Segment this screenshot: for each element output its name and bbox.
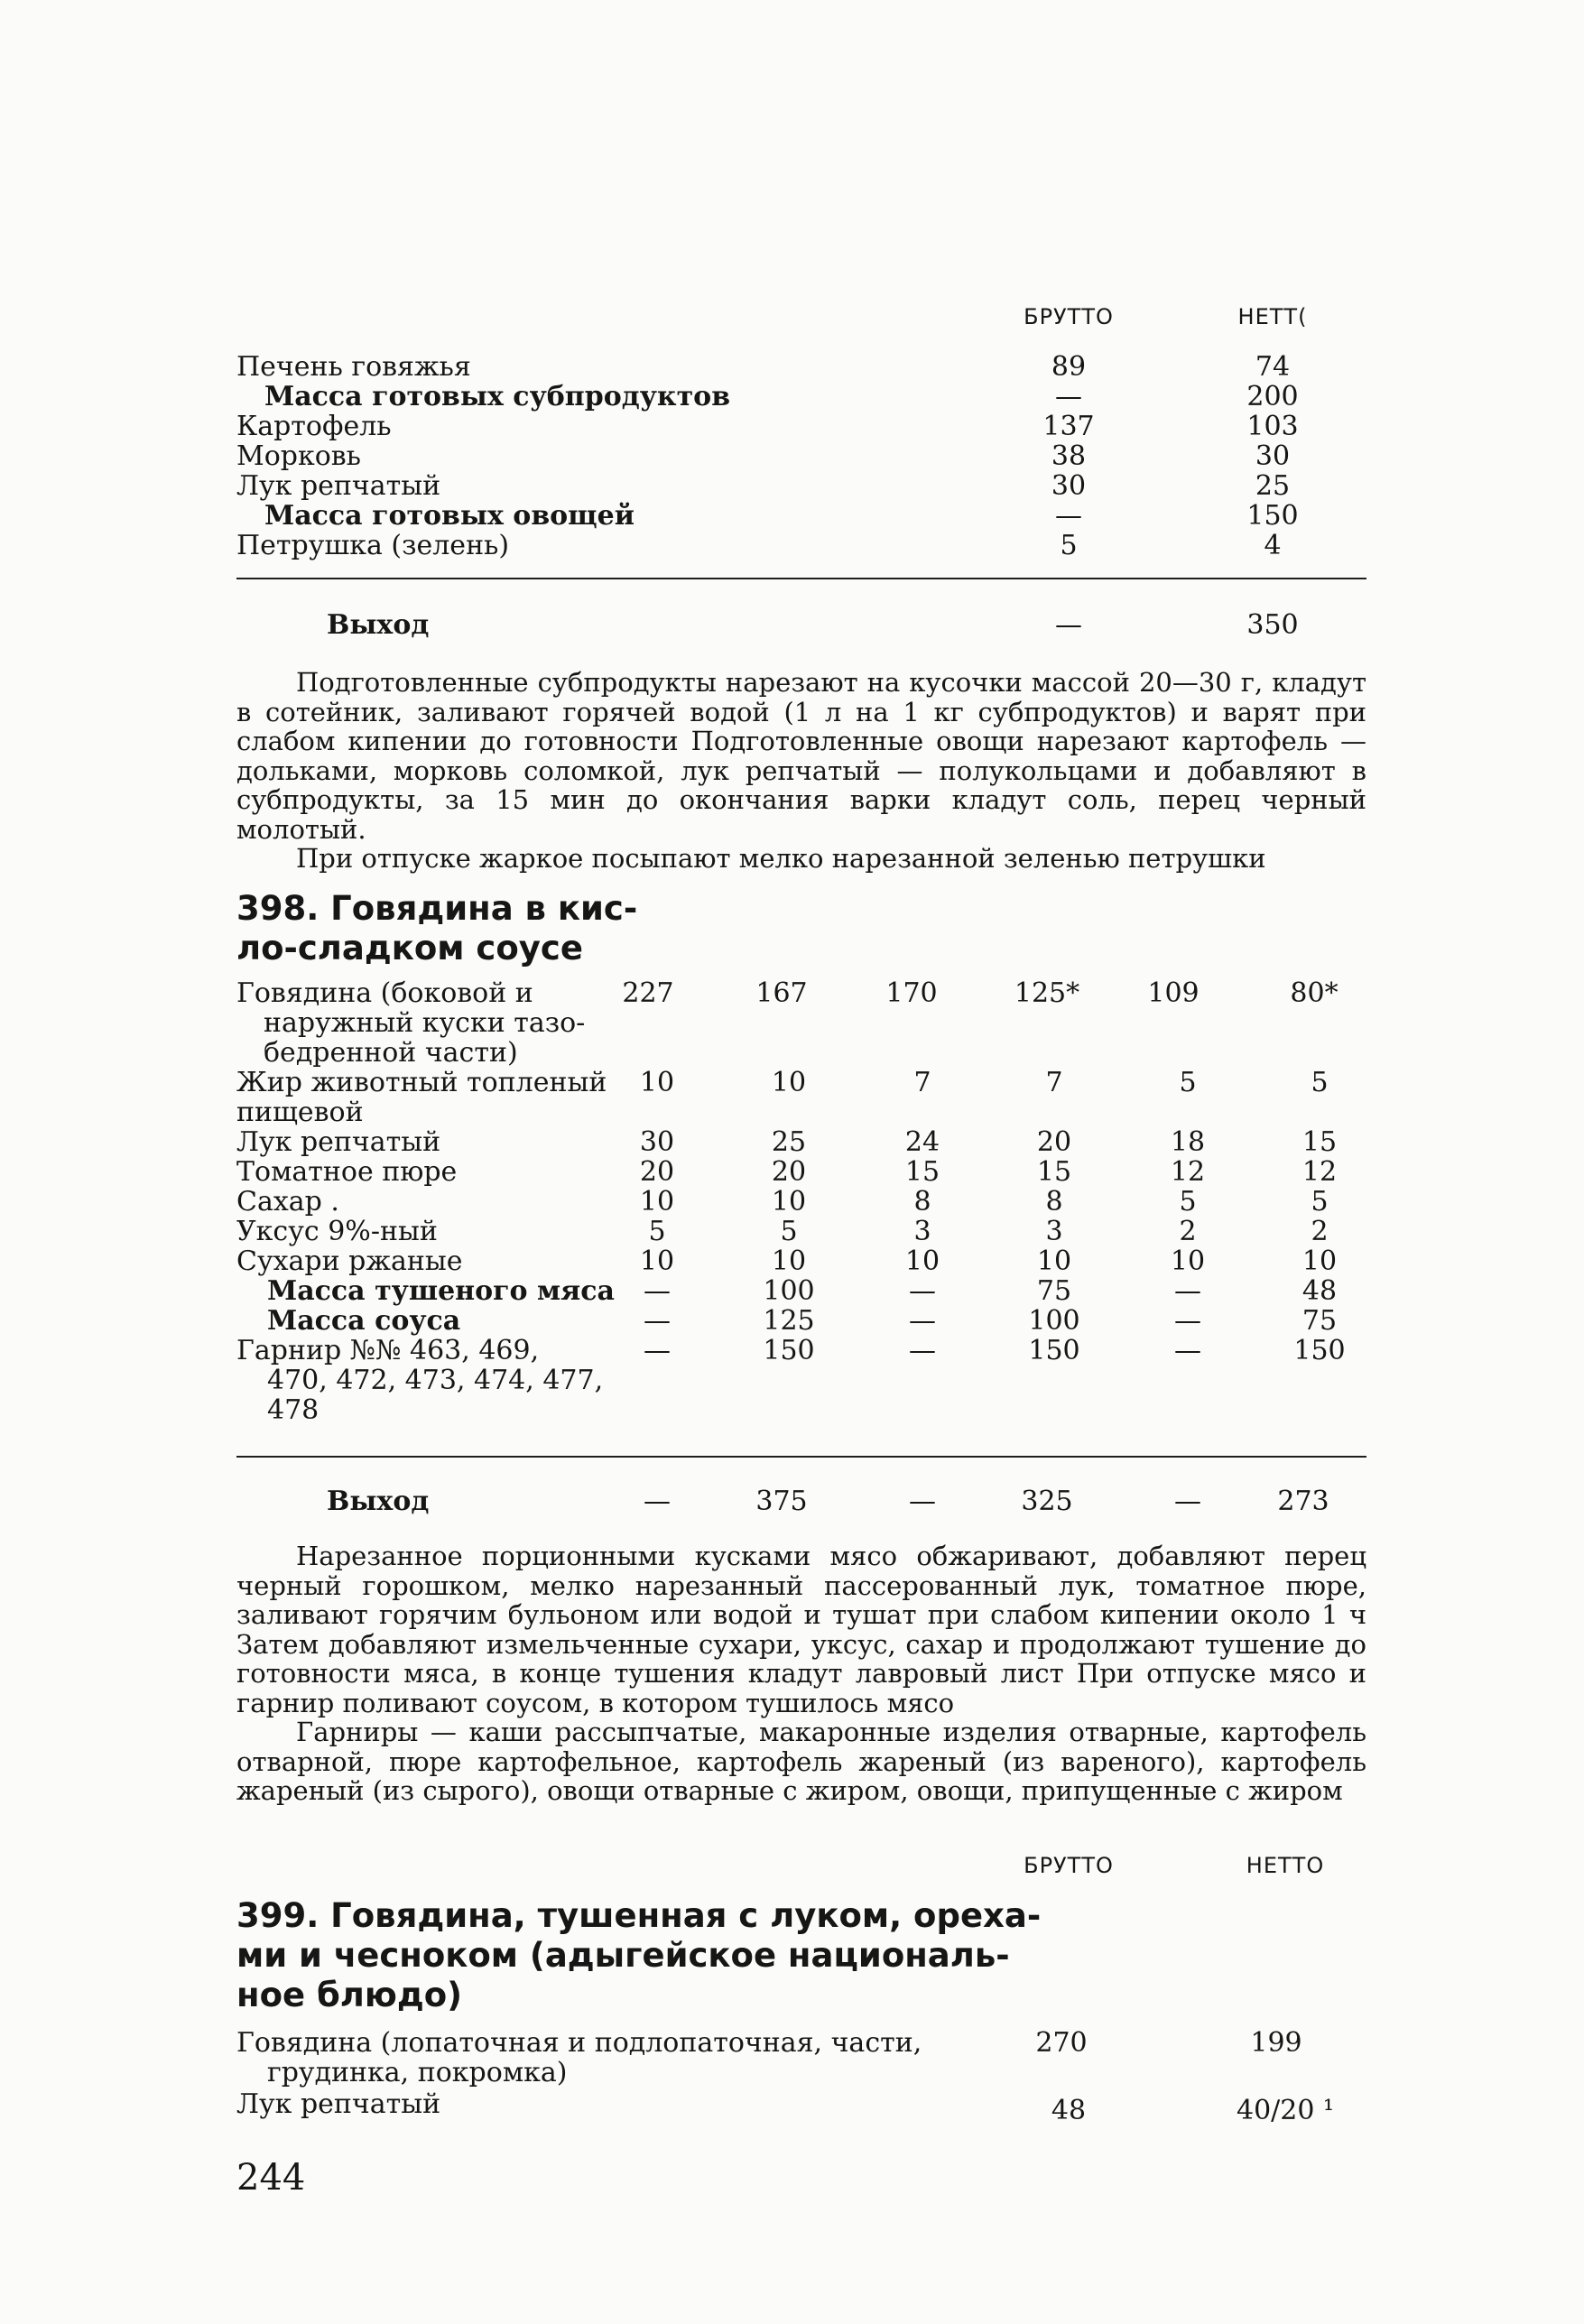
title-line: ное блюдо) xyxy=(236,1976,463,2014)
recipe-399-title xyxy=(236,1896,1041,2015)
cell: 100 xyxy=(1028,1305,1080,1337)
cell: 5 xyxy=(780,1216,798,1247)
cell: 5 xyxy=(1179,1186,1197,1218)
cell-brutto: 48 xyxy=(1051,2095,1087,2126)
row-name: Гарнир №№ 463, 469, xyxy=(236,1335,540,1366)
column-header-netto: НЕТТО xyxy=(1246,1853,1325,1878)
row-name: Уксус 9%-ный xyxy=(236,1216,438,1247)
cell: 8 xyxy=(913,1186,931,1218)
row-name-continued: грудинка, покромка) xyxy=(267,2057,568,2088)
cell: 10 xyxy=(639,1067,675,1098)
yield-brutto: — xyxy=(1055,609,1082,641)
cell-brutto: 30 xyxy=(1051,470,1087,502)
cell: 75 xyxy=(1036,1275,1072,1307)
cell: 2 xyxy=(1311,1216,1329,1247)
cell-brutto: — xyxy=(1055,381,1082,412)
paragraph: Гарниры — каши рассыпчатые, макаронные изделия отварные, картофель отварной, пюре картофельное, картофель жареный (из вареного), картофель жареный (из сырого), овощи отварные с жиром, овощи, припущенные с жиром xyxy=(236,1717,1366,1806)
recipe-398-title xyxy=(236,889,637,968)
yield-cell: — xyxy=(644,1486,671,1517)
cell: 10 xyxy=(771,1067,807,1098)
row-name-continued: 478 xyxy=(267,1394,320,1426)
cell: 12 xyxy=(1170,1156,1206,1188)
cell-brutto: 137 xyxy=(1042,411,1095,442)
cell: — xyxy=(1174,1305,1201,1337)
row-name: Томатное пюре xyxy=(236,1156,458,1188)
cell-netto: 200 xyxy=(1246,381,1299,412)
row-name-continued: бедренной части) xyxy=(264,1037,518,1069)
row-name-continued: 470, 472, 473, 474, 477, xyxy=(267,1365,604,1396)
cell: 30 xyxy=(639,1126,675,1158)
paragraph: Подготовленные субпродукты нарезают на кусочки массой 20—30 г, кладут в сотейник, заливают горячей водой (1 л на 1 кг субпродуктов) и варят при слабом кипении до готовности Подготовленные овощи нарезают картофель — дольками, морковь соломкой, лук репчатый — полукольцами и добавляют в субпродукты, за 15 мин до окончания варки кладут соль, перец черный молотый. xyxy=(236,667,1366,845)
row-name-continued: пищевой xyxy=(236,1097,364,1128)
row-name: Картофель xyxy=(236,411,392,442)
column-header-netto: НЕТТ( xyxy=(1237,304,1308,329)
cell: 80* xyxy=(1290,977,1339,1009)
yield-netto: 350 xyxy=(1246,609,1299,641)
cell: 15 xyxy=(1301,1126,1338,1158)
row-name: Печень говяжья xyxy=(236,351,471,383)
cell: 125* xyxy=(1014,977,1080,1009)
yield-cell: 375 xyxy=(755,1486,808,1517)
yield-cell: — xyxy=(1174,1486,1201,1517)
cell: 10 xyxy=(771,1245,807,1277)
cell: 170 xyxy=(885,977,938,1009)
cell: 10 xyxy=(904,1245,940,1277)
cell: — xyxy=(1174,1275,1201,1307)
title-line: 398. Говядина в кис- xyxy=(236,889,638,928)
paragraph: Нарезанное порционными кусками мясо обжаривают, добавляют перец черный горошком, мелко нарезанный пассерованный лук, томатное пюре, заливают горячим бульоном или водой и тушат при слабом кипении около 1 ч Затем добавляют измельченные сухари, уксус, сахар и продолжают тушение до готовности мяса, в конце тушения кладут лавровый лист При отпуске мясо и гарнир поливают соусом, в котором тушилось мясо xyxy=(236,1541,1366,1718)
cell: 48 xyxy=(1301,1275,1338,1307)
cell: 150 xyxy=(763,1335,815,1366)
row-name: Петрушка (зелень) xyxy=(236,530,510,561)
cell: 20 xyxy=(1036,1126,1072,1158)
cell: — xyxy=(909,1335,936,1366)
cell-netto: 74 xyxy=(1255,351,1291,383)
cell: — xyxy=(909,1275,936,1307)
cell: — xyxy=(644,1275,671,1307)
cell: 2 xyxy=(1179,1216,1197,1247)
cell: — xyxy=(644,1305,671,1337)
cell-netto: 199 xyxy=(1250,2027,1302,2059)
cell-netto: 4 xyxy=(1264,530,1282,561)
row-name: Лук репчатый xyxy=(236,2088,441,2120)
title-line: ми и чесноком (адыгейское националь- xyxy=(236,1936,1010,1975)
recipe-1-instructions xyxy=(236,668,1366,874)
table-1-rule xyxy=(236,578,1366,579)
title-line: ло-сладком соусе xyxy=(236,929,583,968)
cell-brutto: — xyxy=(1055,500,1082,532)
row-name: Сахар . xyxy=(236,1186,339,1218)
cell: 125 xyxy=(763,1305,815,1337)
cell: 7 xyxy=(913,1067,931,1098)
paragraph: При отпуске жаркое посыпают мелко нарезанной зеленью петрушки xyxy=(296,843,1266,874)
cell: 5 xyxy=(1311,1186,1329,1218)
cell: — xyxy=(909,1305,936,1337)
row-name: Масса готовых субпродуктов xyxy=(264,381,731,412)
cell-netto: 40/20 ¹ xyxy=(1236,2095,1335,2126)
table-398-rule xyxy=(236,1456,1366,1458)
yield-label: Выход xyxy=(327,1486,430,1517)
cell: 8 xyxy=(1045,1186,1063,1218)
cell: 10 xyxy=(771,1186,807,1218)
cell: 3 xyxy=(1045,1216,1063,1247)
row-name: Сухари ржаные xyxy=(236,1245,463,1277)
cell: 10 xyxy=(1036,1245,1072,1277)
row-name: Морковь xyxy=(236,440,362,472)
page-number: 244 xyxy=(236,2157,306,2199)
column-header-brutto: БРУТТО xyxy=(1024,1853,1114,1878)
cell-brutto: 270 xyxy=(1035,2027,1088,2059)
yield-cell: — xyxy=(909,1486,936,1517)
row-name: Лук репчатый xyxy=(236,470,441,502)
cell: 25 xyxy=(771,1126,807,1158)
row-name: Говядина (боковой и xyxy=(236,977,533,1009)
cell: 10 xyxy=(1170,1245,1206,1277)
cell-netto: 150 xyxy=(1246,500,1299,532)
yield-cell: 273 xyxy=(1277,1486,1329,1517)
cell: 3 xyxy=(913,1216,931,1247)
cell: 10 xyxy=(639,1245,675,1277)
row-name: Масса соуса xyxy=(267,1305,461,1337)
cell: — xyxy=(644,1335,671,1366)
cell: 12 xyxy=(1301,1156,1338,1188)
column-header-brutto: БРУТТО xyxy=(1024,304,1114,329)
row-name-continued: наружный куски тазо- xyxy=(264,1007,586,1039)
cell-netto: 30 xyxy=(1255,440,1291,472)
cell: 20 xyxy=(771,1156,807,1188)
cell: 15 xyxy=(1036,1156,1072,1188)
row-name: Говядина (лопаточная и подлопаточная, части, xyxy=(236,2027,922,2059)
cell: 10 xyxy=(639,1186,675,1218)
yield-label: Выход xyxy=(327,609,430,641)
recipe-398-instructions xyxy=(236,1542,1366,1806)
yield-cell: 325 xyxy=(1021,1486,1073,1517)
cell-netto: 103 xyxy=(1246,411,1299,442)
title-line: 399. Говядина, тушенная с луком, ореха- xyxy=(236,1896,1042,1935)
row-name: Масса тушеного мяса xyxy=(267,1275,615,1307)
cell: 10 xyxy=(1301,1245,1338,1277)
cell: 167 xyxy=(755,977,808,1009)
cell: 5 xyxy=(1179,1067,1197,1098)
cell-brutto: 5 xyxy=(1060,530,1078,561)
cell-brutto: 38 xyxy=(1051,440,1087,472)
row-name: Масса готовых овощей xyxy=(264,500,635,532)
row-name: Лук репчатый xyxy=(236,1126,441,1158)
cell-netto: 25 xyxy=(1255,470,1291,502)
cell: 24 xyxy=(904,1126,940,1158)
cell: 75 xyxy=(1301,1305,1338,1337)
cell-brutto: 89 xyxy=(1051,351,1087,383)
cell: 7 xyxy=(1045,1067,1063,1098)
cell: 227 xyxy=(622,977,674,1009)
cell: 100 xyxy=(763,1275,815,1307)
cell: 18 xyxy=(1170,1126,1206,1158)
cell: 109 xyxy=(1147,977,1200,1009)
row-name: Жир животный топленый xyxy=(236,1067,607,1098)
cell: 15 xyxy=(904,1156,940,1188)
cell: 150 xyxy=(1293,1335,1346,1366)
cell: 5 xyxy=(648,1216,666,1247)
cell: 20 xyxy=(639,1156,675,1188)
cell: 5 xyxy=(1311,1067,1329,1098)
cell: — xyxy=(1174,1335,1201,1366)
cell: 150 xyxy=(1028,1335,1080,1366)
